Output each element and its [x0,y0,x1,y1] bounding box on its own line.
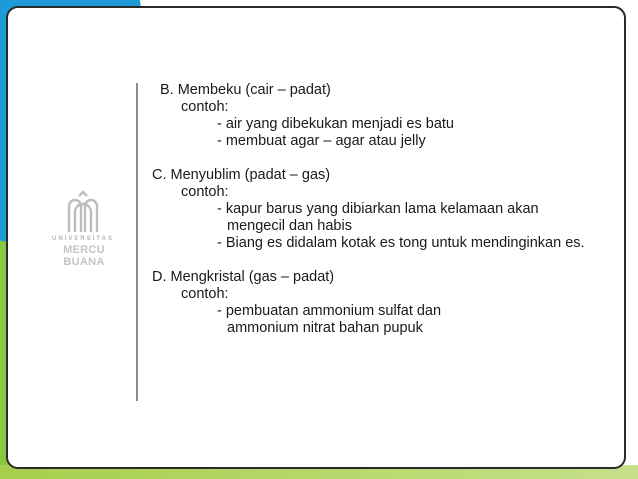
logo-text-mercu-buana: MERCU BUANA [63,244,105,268]
example-item: - membuat agar – agar atau jelly [217,133,426,149]
contoh-label: contoh: [181,286,229,302]
example-item: - Biang es didalam kotak es tong untuk mendinginkan es. [217,235,585,251]
section-title: C. Menyublim (padat – gas) [152,167,331,183]
example-item-continuation: mengecil dan habis [227,218,352,234]
vertical-divider [136,83,138,401]
logo-text-universitas: UNIVERSITAS [52,236,114,242]
example-item-continuation: ammonium nitrat bahan pupuk [227,320,423,336]
contoh-label: contoh: [181,184,229,200]
section-mengkristal [152,269,636,337]
example-item: - kapur barus yang dibiarkan lama kelamaan akan [217,201,539,217]
section-title: D. Mengkristal (gas – padat) [152,269,335,285]
contoh-label: contoh: [181,99,229,115]
section-title: B. Membeku (cair – padat) [160,82,331,98]
logo-emblem-icon [60,190,106,234]
example-item: - air yang dibekukan menjadi es batu [217,116,454,132]
example-item: - pembuatan ammonium sulfat dan [217,303,442,319]
section-menyublim [152,167,636,252]
slide-content [152,82,636,354]
section-membeku [152,82,636,150]
university-logo [44,190,122,268]
